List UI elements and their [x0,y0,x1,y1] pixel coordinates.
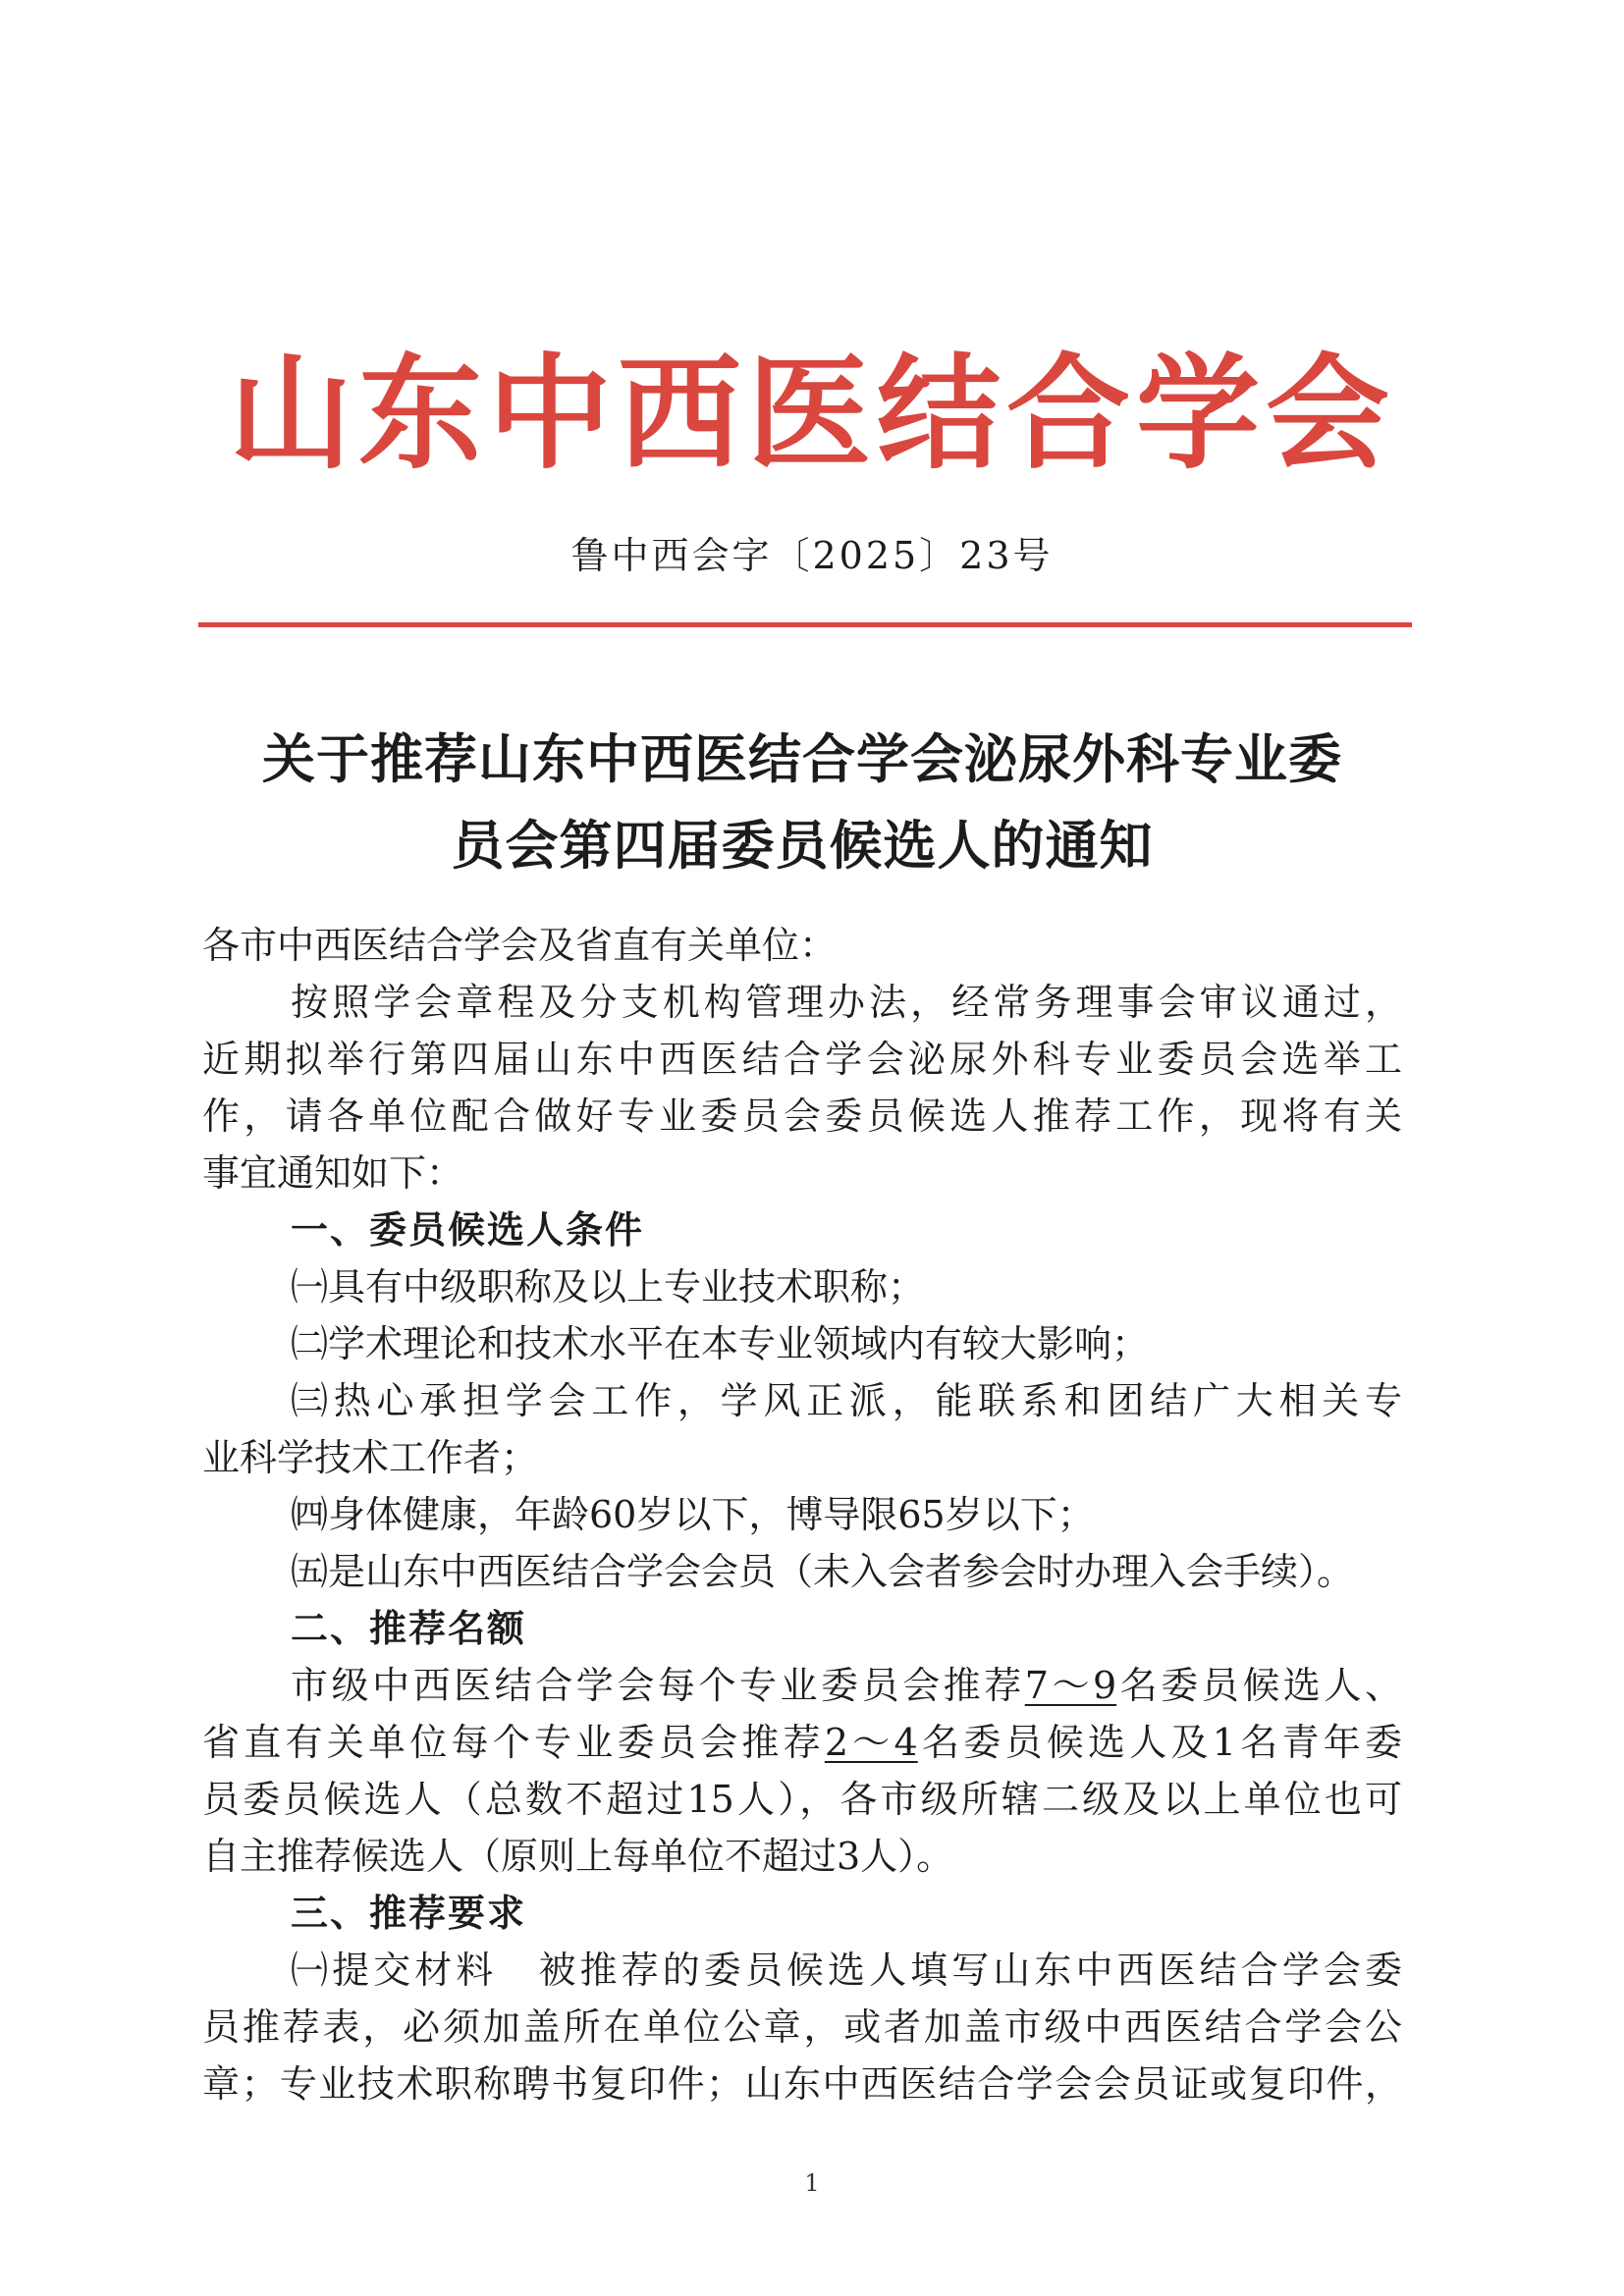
notice-title [202,717,1402,889]
quota-line [202,1714,1402,1771]
requirement-line: 员推荐表，必须加盖所在单位公章，或者加盖市级中西医结合学会公 [202,2005,1402,2049]
section-heading-requirements: 三、推荐要求 [291,1892,527,1935]
section-heading-conditions: 一、委员候选人条件 [291,1208,645,1252]
page-number: 1 [804,2169,820,2197]
intro-line: 事宜通知如下： [202,1151,464,1195]
condition-item: ㈡学术理论和技术水平在本专业领域内有较大影响； [291,1322,1150,1365]
intro-line: 近期拟举行第四届山东中西医结合学会泌尿外科专业委员会选举工 [202,1038,1402,1081]
red-divider-line [198,622,1412,627]
intro-line: 作，请各单位配合做好专业委员会委员候选人推荐工作，现将有关 [202,1095,1402,1138]
quota-range-city: 7～9 [1024,1664,1117,1707]
condition-item: ㈣身体健康，年龄60岁以下，博导限65岁以下； [291,1493,1095,1536]
document-number: 鲁中西会字〔2025〕23号 [570,534,1054,577]
section-heading-quota: 二、推荐名额 [291,1607,527,1650]
condition-item-continued: 业科学技术工作者； [202,1436,539,1479]
notice-body [202,917,1402,2112]
masthead-org-name: 山东中西医结合学会 [229,342,1395,486]
condition-item: ㈢热心承担学会工作，学风正派，能联系和团结广大相关专 [291,1379,1402,1422]
quota-line: 自主推荐候选人（原则上每单位不超过3人）。 [202,1835,954,1878]
quota-line: 员委员候选人（总数不超过15人），各市级所辖二级及以上单位也可 [202,1778,1402,1821]
quota-line [202,1657,1402,1714]
quota-range-provincial: 2～4 [824,1721,918,1764]
salutation: 各市中西医结合学会及省直有关单位： [202,924,838,967]
quota-text: 市级中西医结合学会每个专业委员会推荐 [291,1664,1025,1707]
intro-line: 按照学会章程及分支机构管理办法，经常务理事会审议通过， [291,981,1402,1024]
requirement-line: ㈠提交材料 被推荐的委员候选人填写山东中西医结合学会委 [291,1949,1402,1992]
requirement-line: 章；专业技术职称聘书复印件；山东中西医结合学会会员证或复印件， [202,2062,1402,2106]
notice-title-line-1: 关于推荐山东中西医结合学会泌尿外科专业委 [262,728,1342,790]
quota-text: 省直有关单位每个专业委员会推荐 [202,1721,825,1764]
notice-title-line-2: 员会第四届委员候选人的通知 [451,815,1154,877]
condition-item: ㈤是山东中西医结合学会会员（未入会者参会时办理入会手续）。 [291,1550,1355,1593]
quota-text: 名委员候选人、 [1116,1664,1402,1707]
quota-text: 名委员候选人及1名青年委 [917,1721,1402,1764]
condition-item: ㈠具有中级职称及以上专业技术职称； [291,1265,926,1308]
